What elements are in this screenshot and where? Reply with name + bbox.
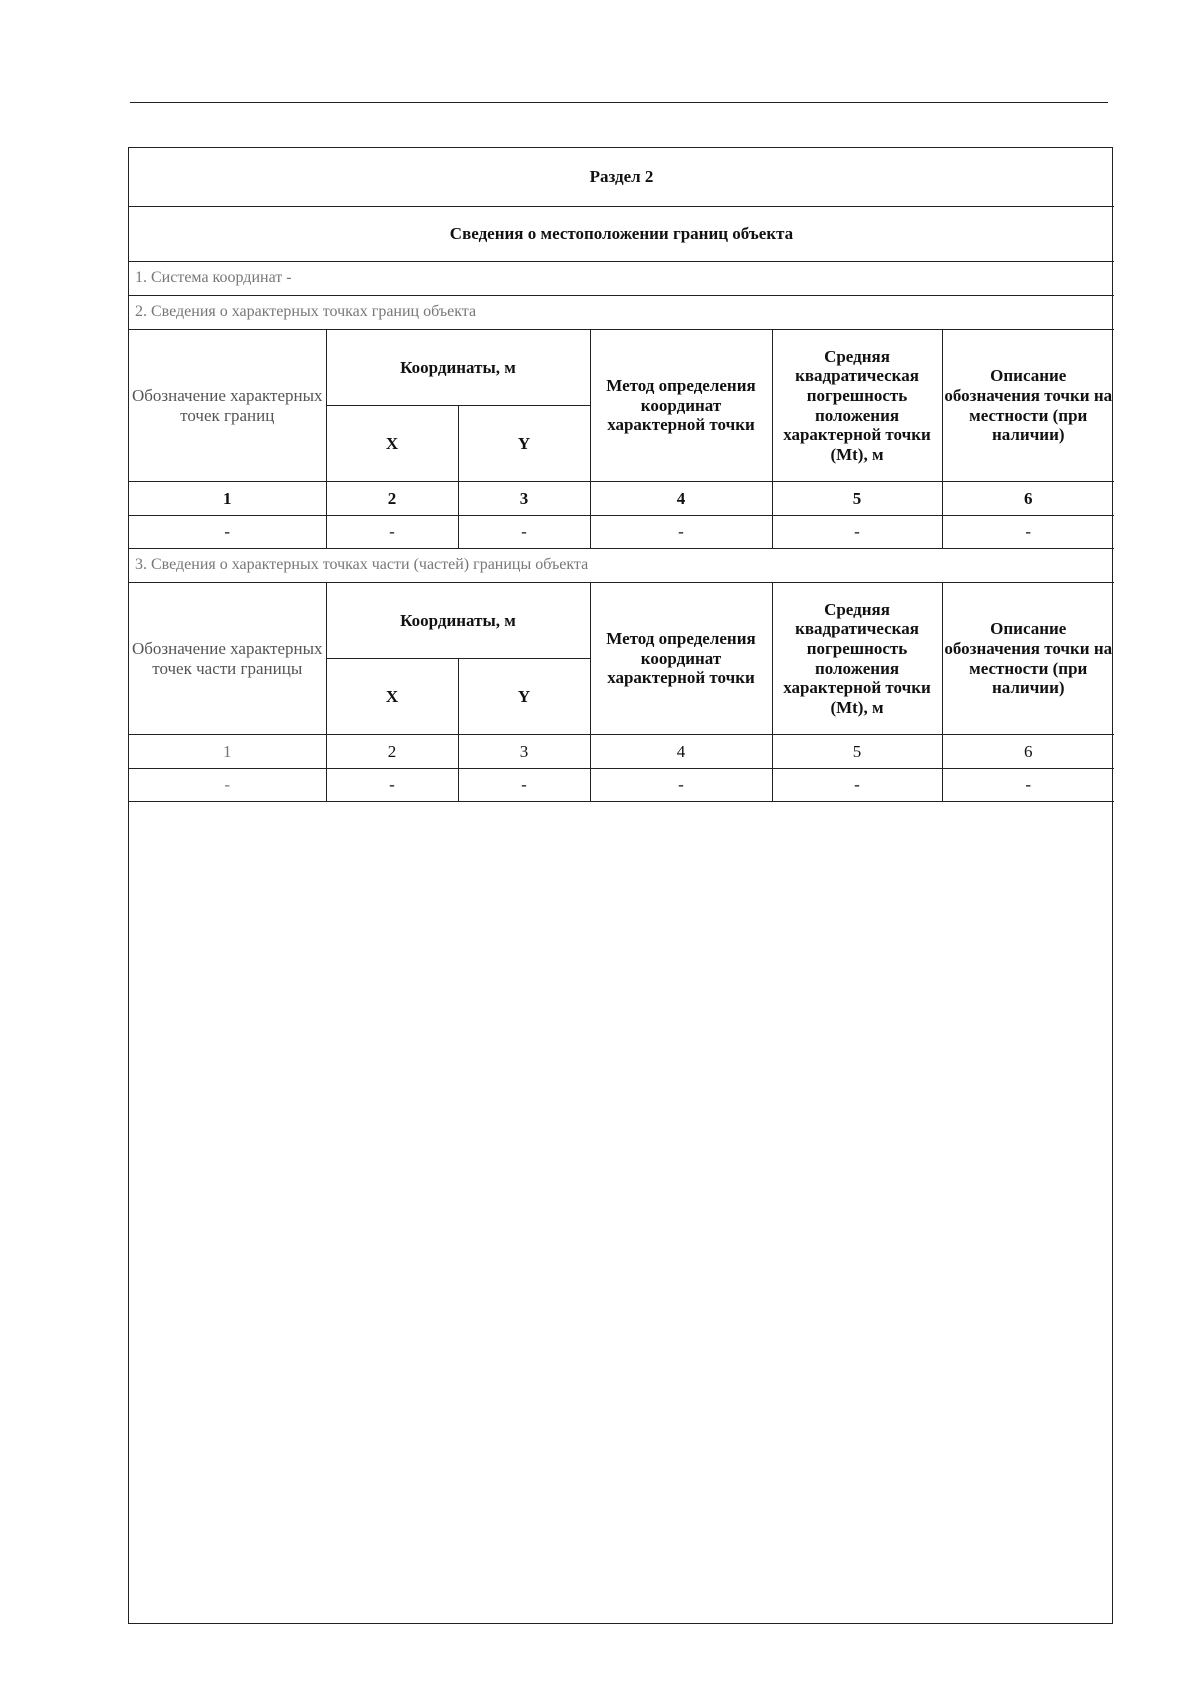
t2-value-cell: - <box>772 769 942 802</box>
t1-value-cell: - <box>590 516 772 549</box>
t1-error-header: Средняя квадратическая погрешность положения характерной точки (Mt), м <box>772 330 942 482</box>
t1-num-cell: 2 <box>326 482 458 516</box>
t2-error-header: Средняя квадратическая погрешность положения характерной точки (Mt), м <box>772 583 942 735</box>
t1-coords-header: Координаты, м <box>326 330 590 406</box>
top-rule <box>130 102 1108 103</box>
t2-num-cell: 5 <box>772 735 942 769</box>
t2-desc-header: Описание обозначения точки на местности (при наличии) <box>942 583 1114 735</box>
t1-value-cell: - <box>458 516 590 549</box>
t2-num-cell: 3 <box>458 735 590 769</box>
t1-num-cell: 5 <box>772 482 942 516</box>
t1-y-header: Y <box>458 406 590 482</box>
t2-col1-header: Обозначение характерных точек части границы <box>129 583 326 735</box>
t2-num-cell: 2 <box>326 735 458 769</box>
t1-value-cell: - <box>772 516 942 549</box>
t1-col1-header: Обозначение характерных точек границ <box>129 330 326 482</box>
t1-desc-header: Описание обозначения точки на местности (при наличии) <box>942 330 1114 482</box>
t2-value-cell: - <box>590 769 772 802</box>
t1-num-cell: 1 <box>129 482 326 516</box>
t1-num-cell: 6 <box>942 482 1114 516</box>
section-subtitle: Сведения о местоположении границ объекта <box>129 207 1114 262</box>
t1-value-cell: - <box>326 516 458 549</box>
document-frame <box>128 147 1113 1624</box>
t2-num-cell: 4 <box>590 735 772 769</box>
t1-number-row <box>129 482 1114 516</box>
t1-value-cell: - <box>129 516 326 549</box>
t2-x-header: X <box>326 659 458 735</box>
t2-num-cell: 1 <box>129 735 326 769</box>
points-section-title: 2. Сведения о характерных точках границ объекта <box>129 296 1114 330</box>
t2-value-cell: - <box>129 769 326 802</box>
t2-num-cell: 6 <box>942 735 1114 769</box>
t2-number-row <box>129 735 1114 769</box>
section-table <box>129 148 1114 802</box>
t1-num-cell: 3 <box>458 482 590 516</box>
t2-method-header: Метод определения координат характерной точки <box>590 583 772 735</box>
t2-value-cell: - <box>942 769 1114 802</box>
t2-y-header: Y <box>458 659 590 735</box>
t1-num-cell: 4 <box>590 482 772 516</box>
t2-coords-header: Координаты, м <box>326 583 590 659</box>
t1-data-row <box>129 516 1114 549</box>
t1-x-header: X <box>326 406 458 482</box>
t1-value-cell: - <box>942 516 1114 549</box>
t2-value-cell: - <box>458 769 590 802</box>
coord-system-line: 1. Система координат - <box>129 262 1114 296</box>
t2-data-row <box>129 769 1114 802</box>
t2-value-cell: - <box>326 769 458 802</box>
parts-section-title: 3. Сведения о характерных точках части (частей) границы объекта <box>129 549 1114 583</box>
t1-method-header: Метод определения координат характерной точки <box>590 330 772 482</box>
section-title: Раздел 2 <box>129 148 1114 207</box>
